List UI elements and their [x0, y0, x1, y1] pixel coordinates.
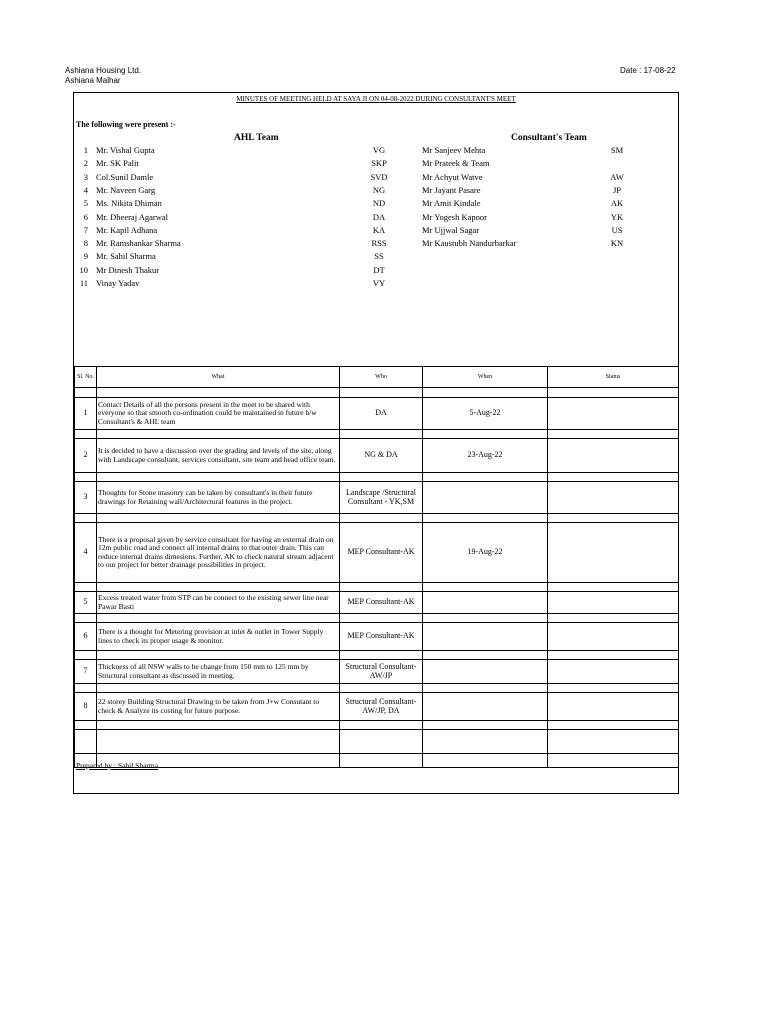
empty-cell — [340, 583, 423, 592]
row-number: 4 — [75, 523, 97, 583]
empty-cell — [548, 614, 679, 623]
row-when — [423, 693, 548, 721]
row-number: 5 — [75, 592, 97, 614]
empty-cell — [75, 721, 97, 730]
empty-cell — [97, 514, 340, 523]
member-number: 5 — [83, 198, 88, 209]
empty-cell — [423, 614, 548, 623]
empty-cell — [340, 754, 423, 768]
member-name: Mr Kaustubh Nandurbarkar — [422, 238, 517, 249]
empty-cell — [423, 430, 548, 439]
ahl-member-row — [74, 211, 404, 224]
member-number: 2 — [83, 158, 88, 169]
row-status — [548, 592, 679, 614]
empty-cell — [548, 651, 679, 660]
empty-cell — [97, 684, 340, 693]
row-number: 7 — [75, 660, 97, 684]
empty-cell — [548, 514, 679, 523]
empty-cell — [423, 721, 548, 730]
member-name: Mr. Ramshankar Sharma — [96, 238, 181, 249]
empty-cell — [75, 388, 97, 398]
row-number: 1 — [75, 398, 97, 430]
spacer-row — [75, 614, 679, 623]
member-initials: AK — [610, 198, 624, 209]
member-number: 1 — [83, 145, 88, 155]
empty-cell — [75, 730, 97, 754]
row-status — [548, 439, 679, 473]
table-row — [75, 439, 679, 473]
consultant-team-list — [422, 144, 676, 264]
row-what: Thoughts for Stone masonry can be taken by consultant's in their future drawings for Retaining wall/Architectural features in the project. — [97, 482, 340, 514]
member-number: 4 — [83, 184, 88, 195]
row-status — [548, 523, 679, 583]
member-initials: KA — [372, 224, 386, 235]
row-status — [548, 482, 679, 514]
member-initials: NG — [372, 184, 386, 195]
table-header-row — [75, 367, 679, 388]
row-what: 22 storey Building Structural Drawing to be taken from J+w Consutant to check & Analyze its costing for future purpose. — [97, 693, 340, 721]
empty-cell — [75, 473, 97, 482]
row-when: 23-Aug-22 — [423, 439, 548, 473]
ahl-team-list — [74, 144, 404, 294]
row-who: DA — [340, 398, 423, 430]
header-what: What — [97, 367, 340, 388]
table-row — [75, 592, 679, 614]
empty-cell — [340, 388, 423, 398]
consultant-member-row — [422, 224, 676, 237]
member-name: Mr. Vishal Gupta — [96, 145, 155, 155]
ahl-member-row — [74, 264, 404, 277]
project-name: Ashiana Malhar — [65, 76, 121, 85]
header-sl: Sl. No. — [75, 367, 97, 388]
empty-cell — [548, 583, 679, 592]
empty-cell — [548, 430, 679, 439]
empty-cell — [340, 514, 423, 523]
row-when — [423, 623, 548, 651]
empty-cell — [423, 583, 548, 592]
member-name: Mr. Naveen Garg — [96, 184, 156, 195]
member-initials: AW — [610, 171, 624, 182]
member-name: Mr. Sahil Sharma — [96, 251, 156, 262]
spacer-row — [75, 514, 679, 523]
member-name: Mr Amit Kindale — [422, 198, 481, 209]
header-when: When — [423, 367, 548, 388]
row-when — [423, 482, 548, 514]
empty-cell — [97, 651, 340, 660]
member-name: Mr Jayant Pasare — [422, 184, 481, 195]
spacer-row — [75, 754, 679, 768]
empty-cell — [340, 684, 423, 693]
ahl-member-row — [74, 184, 404, 197]
empty-cell — [340, 473, 423, 482]
empty-cell — [97, 473, 340, 482]
empty-cell — [340, 651, 423, 660]
spacer-row — [75, 388, 679, 398]
member-initials: SKP — [371, 158, 387, 169]
empty-cell — [97, 730, 340, 754]
minutes-title: MINUTES OF MEETING HELD AT SAYA JI ON 04-08-2022 DURING CONSULTANT'S MEET — [236, 95, 516, 103]
empty-cell — [340, 430, 423, 439]
action-items-table — [74, 366, 679, 768]
empty-cell — [97, 388, 340, 398]
member-initials: SVD — [370, 171, 388, 182]
member-number: 6 — [83, 211, 88, 222]
meeting-date: Date : 17-08-22 — [620, 66, 676, 75]
table-row — [75, 660, 679, 684]
ahl-member-row — [74, 250, 404, 263]
member-number: 11 — [79, 278, 88, 288]
table-row — [75, 693, 679, 721]
empty-cell — [548, 388, 679, 398]
member-name: Mr Achyut Watve — [422, 171, 483, 182]
row-who: MEP Consultant-AK — [340, 623, 423, 651]
consultant-member-row — [422, 157, 676, 170]
member-initials: VG — [372, 145, 386, 155]
empty-cell — [97, 614, 340, 623]
table-row — [75, 398, 679, 430]
consultant-member-row — [422, 184, 676, 197]
ahl-member-row — [74, 171, 404, 184]
spacer-row — [75, 583, 679, 592]
spacer-row — [75, 430, 679, 439]
empty-cell — [423, 651, 548, 660]
ahl-member-row — [74, 277, 404, 290]
spacer-row — [75, 721, 679, 730]
row-what: Thickness of all NSW walls to be change from 150 mm to 125 mm by Structural consultant as discussed in meeting. — [97, 660, 340, 684]
empty-cell — [75, 614, 97, 623]
empty-cell — [423, 754, 548, 768]
table-row — [75, 623, 679, 651]
empty-cell — [75, 514, 97, 523]
row-who: Landscape /Structural Consultant - YK,SM — [340, 482, 423, 514]
member-initials: DT — [373, 264, 385, 275]
consultant-member-row — [422, 197, 676, 210]
ahl-member-row — [74, 224, 404, 237]
member-number: 9 — [83, 251, 88, 262]
ahl-member-row — [74, 197, 404, 210]
empty-cell — [423, 684, 548, 693]
table-row — [75, 523, 679, 583]
row-number: 8 — [75, 693, 97, 721]
member-name: Mr Sanjeev Mehta — [422, 145, 486, 155]
member-number: 7 — [83, 224, 88, 235]
present-label: The following were present :- — [76, 120, 176, 129]
row-what: There is a thought for Metering provision at inlet & outlet in Tower Supply lines to check its proper usage & monitor. — [97, 623, 340, 651]
member-initials: YK — [610, 211, 624, 222]
row-status — [548, 398, 679, 430]
member-initials: VY — [372, 278, 386, 288]
spacer-row — [75, 473, 679, 482]
row-status — [548, 623, 679, 651]
member-name: Mr Dinesh Thakur — [96, 264, 160, 275]
row-what: Contact Details of all the persons present in the meet to be shared with everyone so that smooth co-ordination could be maintained in future b/w Consultant's & AHL team — [97, 398, 340, 430]
member-name: Ms. Nikita Dhiman — [96, 198, 162, 209]
member-name: Mr Ujjwal Sagar — [422, 224, 480, 235]
row-when: 5-Aug-22 — [423, 398, 548, 430]
empty-cell — [75, 684, 97, 693]
ahl-member-row — [74, 237, 404, 250]
spacer-row — [75, 651, 679, 660]
empty-cell — [340, 730, 423, 754]
row-who: Structural Consultant-AW/JP, DA — [340, 693, 423, 721]
consultant-team-heading: Consultant's Team — [511, 133, 587, 143]
row-status — [548, 660, 679, 684]
empty-cell — [548, 730, 679, 754]
minutes-sheet — [73, 92, 679, 794]
empty-cell — [423, 388, 548, 398]
empty-cell — [340, 721, 423, 730]
member-name: Mr Yogesh Kapoor — [422, 211, 487, 222]
empty-cell — [340, 614, 423, 623]
row-who: Structural Consultant-AW/JP — [340, 660, 423, 684]
row-who: MEP Consultant-AK — [340, 592, 423, 614]
empty-cell — [75, 583, 97, 592]
member-number: 8 — [83, 238, 88, 249]
member-name: Mr. Dheeraj Agarwal — [96, 211, 168, 222]
member-name: Mr. Kapil Adhana — [96, 224, 158, 235]
row-number: 6 — [75, 623, 97, 651]
member-name: Mr Prateek & Team — [422, 158, 490, 169]
spacer-row — [75, 684, 679, 693]
row-when: 19-Aug-22 — [423, 523, 548, 583]
empty-cell — [75, 651, 97, 660]
member-initials: KN — [610, 238, 624, 249]
empty-cell — [97, 583, 340, 592]
empty-cell — [548, 684, 679, 693]
empty-cell — [423, 514, 548, 523]
member-initials: ND — [372, 198, 386, 209]
row-who: NG & DA — [340, 439, 423, 473]
member-initials: JP — [612, 184, 622, 195]
row-status — [548, 693, 679, 721]
row-what: It is decided to have a discussion over the grading and levels of the site, along with Landscape consultant, services consultant, site team and head office team. — [97, 439, 340, 473]
empty-cell — [75, 430, 97, 439]
ahl-team-heading: AHL Team — [234, 133, 279, 143]
row-number: 3 — [75, 482, 97, 514]
consultant-member-row — [422, 144, 676, 157]
member-initials: DA — [372, 211, 386, 222]
member-initials: SS — [374, 251, 384, 262]
consultant-member-row — [422, 171, 676, 184]
member-number: 3 — [83, 171, 88, 182]
empty-cell — [97, 430, 340, 439]
empty-cell — [97, 721, 340, 730]
member-name: Vinay Yadav — [96, 278, 140, 288]
row-what: There is a proposal given by service consultant for having an external drain on 12m public road and connect all internal drains to that outer drain. This can reduce internal drains dimesions. Further, AK to check natural stream adjacent to our project for better drainage possibilities in project. — [97, 523, 340, 583]
row-when — [423, 592, 548, 614]
member-initials: SM — [610, 145, 624, 155]
empty-cell — [423, 730, 548, 754]
member-number: 10 — [79, 264, 88, 275]
table-row — [75, 482, 679, 514]
prepared-by: Prepared by : Sahil Sharma — [76, 761, 159, 770]
consultant-member-row — [422, 237, 676, 250]
member-initials: RSS — [371, 238, 387, 249]
member-name: Mr. SK Palit — [96, 158, 139, 169]
row-when — [423, 660, 548, 684]
ahl-member-row — [74, 144, 404, 157]
row-number: 2 — [75, 439, 97, 473]
spacer-row — [75, 730, 679, 754]
company-name: Ashiana Housing Ltd. — [65, 66, 142, 75]
header-who: Who — [340, 367, 423, 388]
empty-cell — [548, 754, 679, 768]
row-who: MEP Consultant-AK — [340, 523, 423, 583]
empty-cell — [423, 473, 548, 482]
row-what: Excess treated water from STP can be connect to the existing sewer line near Pawar Basti — [97, 592, 340, 614]
empty-cell — [548, 721, 679, 730]
header-status: Status — [548, 367, 679, 388]
member-name: Col.Sunil Damle — [96, 171, 154, 182]
member-initials: US — [611, 224, 623, 235]
consultant-member-row — [422, 211, 676, 224]
ahl-member-row — [74, 157, 404, 170]
empty-cell — [548, 473, 679, 482]
